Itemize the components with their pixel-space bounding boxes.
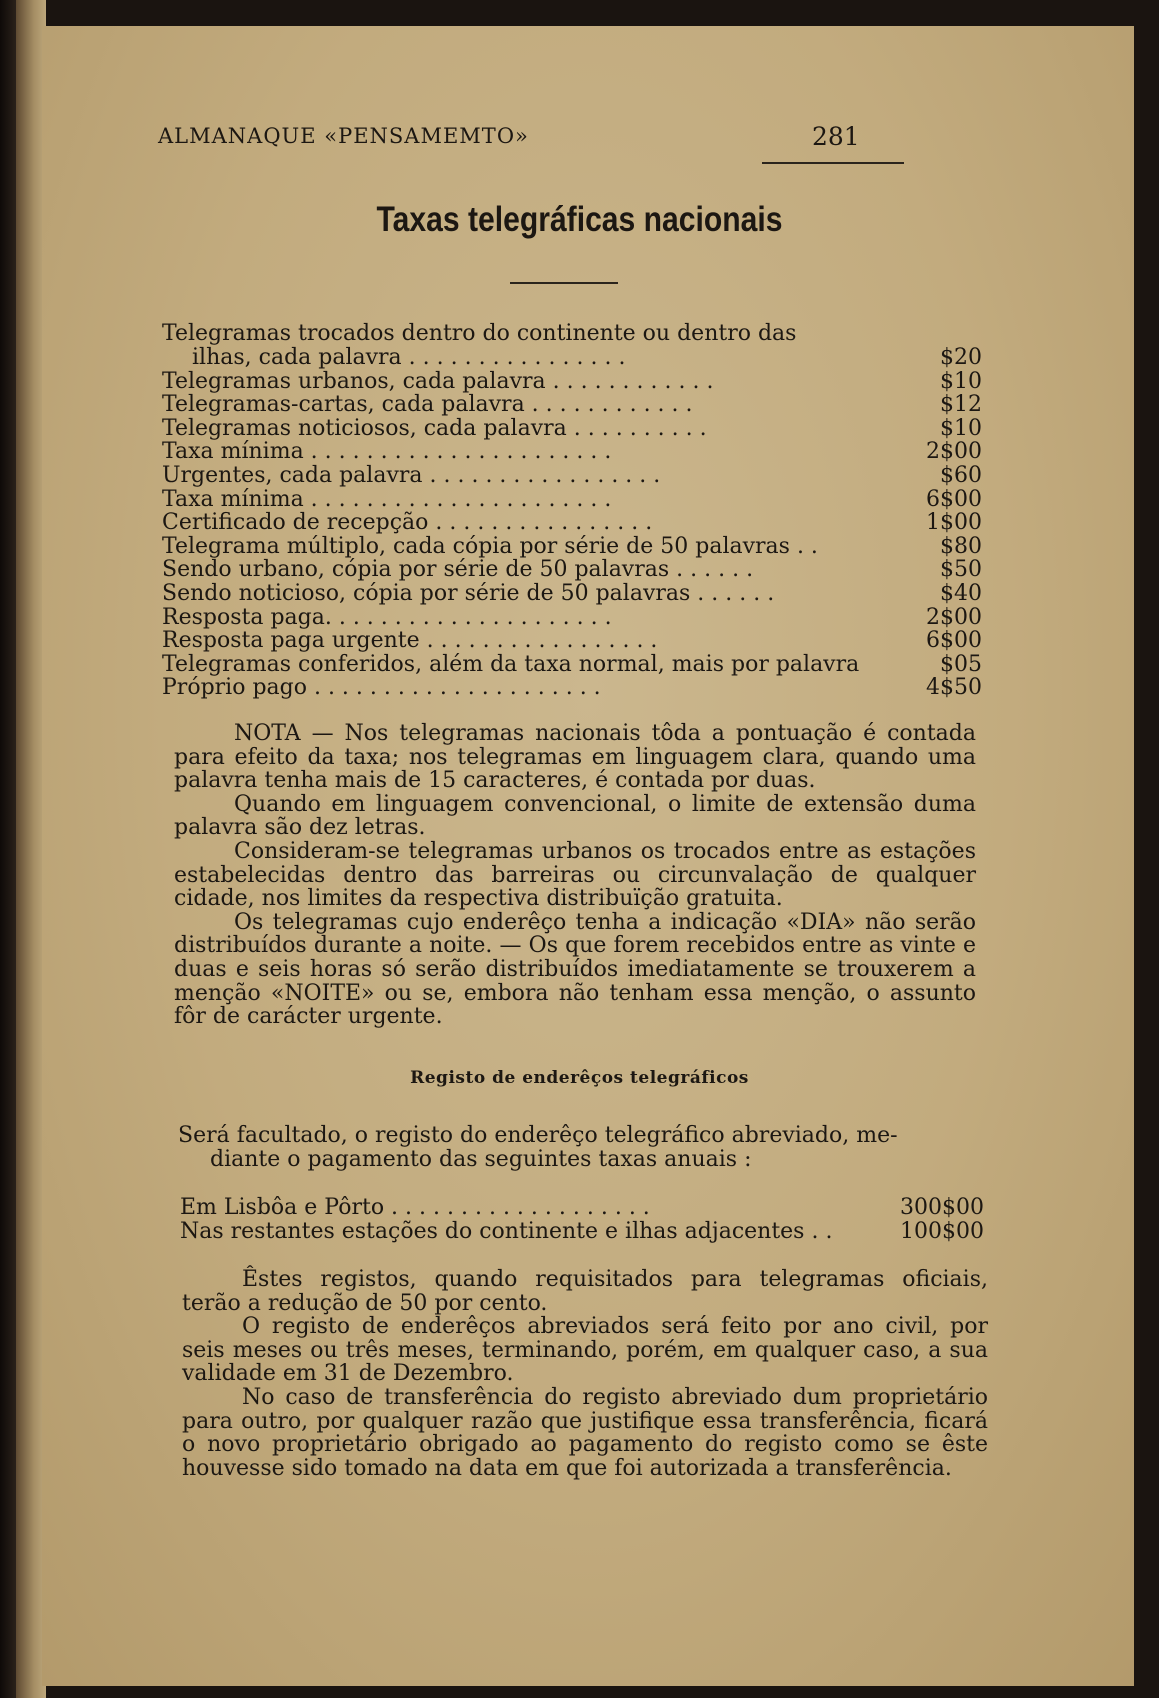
- rate-label-line1: Telegramas trocados dentro do continente ou dentro das: [162, 321, 797, 346]
- rates-table: [162, 322, 982, 700]
- rate-row: [162, 440, 982, 464]
- rate-row: [162, 464, 982, 488]
- rate-row: [162, 676, 982, 700]
- rate-label: Urgentes, cada palavra . . . . . . . . . . . . . . . . .: [162, 462, 661, 488]
- rate-label: Taxa mínima . . . . . . . . . . . . . . . . . . . . . .: [162, 486, 612, 512]
- rate-row: [162, 629, 982, 653]
- rate-value: $50: [940, 557, 982, 583]
- rate-row: [162, 488, 982, 512]
- rate-row: [162, 393, 982, 417]
- rate-value: 4$50: [926, 675, 982, 701]
- rate-value: 6$00: [926, 628, 982, 654]
- rate-row: [162, 346, 982, 370]
- rate-value: $10: [940, 368, 982, 394]
- rate-label: Sendo urbano, cópia por série de 50 palavras . . . . . .: [162, 557, 754, 583]
- rate-value: $40: [940, 580, 982, 606]
- note-paragraph: Consideram-se telegramas urbanos os trocados entre as estações estabelecidas dentro das barreiras ou circunvalação de qualquer cidade, nos limites da respectiva distribuïção gratuita.: [174, 838, 976, 912]
- rate-value: 1$00: [926, 510, 982, 536]
- rate-value: $80: [940, 533, 982, 559]
- note-paragraph: Quando em linguagem convencional, o limite de extensão duma palavra são dez letras.: [174, 791, 976, 841]
- rate-row: [162, 511, 982, 535]
- rate-value: 2$00: [926, 439, 982, 465]
- fee-value: 300$00: [900, 1195, 984, 1220]
- rate-value: $20: [940, 345, 982, 370]
- rate-value: $05: [940, 651, 982, 677]
- rate-label: Telegrama múltiplo, cada cópia por série de 50 palavras . .: [162, 533, 818, 559]
- rate-value: $10: [940, 415, 982, 441]
- rate-label: Telegramas urbanos, cada palavra . . . . . . . . . . . .: [162, 368, 714, 394]
- fee-row: [180, 1196, 984, 1220]
- rate-label: Resposta paga. . . . . . . . . . . . . . . . . . . . .: [162, 604, 612, 630]
- rate-label: Resposta paga urgente . . . . . . . . . . . . . . . . .: [162, 628, 658, 654]
- fee-value: 100$00: [900, 1218, 984, 1244]
- note-paragraph: Os telegramas cujo enderêço tenha a indicação «DIA» não serão distribuídos durante a noite. — Os que forem recebidos entre as vinte e duas e seis horas só serão distribuídos imediatamente se trouxerem a menção «NOITE» ou se, embora não tenham essa menção, o assunto fôr de carácter urgente.: [174, 909, 976, 1030]
- registo-intro: [178, 1124, 982, 1171]
- rate-row: [162, 653, 982, 677]
- rate-label: Sendo noticioso, cópia por série de 50 palavras . . . . . .: [162, 580, 775, 606]
- fee-row: [180, 1220, 984, 1244]
- rate-label: Telegramas noticiosos, cada palavra . . . . . . . . . .: [162, 415, 707, 441]
- note-block: [174, 722, 976, 1029]
- rate-row: [162, 370, 982, 394]
- rate-row: [162, 582, 982, 606]
- note-paragraph: NOTA — Nos telegramas nacionais tôda a pontuação é contada para efeito da taxa; nos telegramas em linguagem clara, quando uma palavra tenha mais de 15 caracteres, é contada por duas.: [174, 721, 976, 794]
- rate-label: Taxa mínima . . . . . . . . . . . . . . . . . . . . . .: [162, 439, 612, 465]
- section-title: Registo de enderêços telegráficos: [410, 1068, 749, 1088]
- registo-intro-line: Será facultado, o registo do enderêço telegráfico abreviado, me-: [178, 1123, 898, 1148]
- title-rule: [510, 282, 618, 284]
- page-title: Taxas telegráficas nacionais: [376, 200, 783, 239]
- registo-intro-line: diante o pagamento das seguintes taxas anuais :: [210, 1146, 752, 1172]
- rate-row: [162, 558, 982, 582]
- closing-paragraph: No caso de transferência do registo abreviado dum proprietário para outro, por qualquer razão que justifique essa transferência, ficará o novo proprietário obrigado ao pagamento do registo como se êste houvesse sido tomado na data em que foi autorizada a transferência.: [182, 1384, 988, 1481]
- rate-label: Próprio pago . . . . . . . . . . . . . . . . . . . . .: [162, 675, 601, 701]
- page-number: 281: [812, 122, 860, 151]
- fee-label: Nas restantes estações do continente e ilhas adjacentes . .: [180, 1218, 833, 1244]
- book-spine: [0, 0, 16, 1698]
- closing-paragraph: Êstes registos, quando requisitados para telegramas oficiais, terão a redução de 50 por cento.: [182, 1267, 988, 1316]
- fees-table: [180, 1196, 984, 1243]
- rate-row: [162, 417, 982, 441]
- rate-value: 2$00: [926, 604, 982, 630]
- header-rule: [762, 162, 904, 164]
- closing-block: [182, 1268, 988, 1480]
- rate-value: $60: [940, 462, 982, 488]
- rate-label: ilhas, cada palavra . . . . . . . . . . . . . . . .: [192, 345, 626, 370]
- rate-value: $12: [940, 392, 982, 418]
- fee-label: Em Lisbôa e Pôrto . . . . . . . . . . . . . . . . . . .: [180, 1195, 650, 1220]
- rate-label: Telegramas-cartas, cada palavra . . . . . . . . . . . .: [162, 392, 693, 418]
- rate-row: [162, 535, 982, 559]
- running-title: ALMANAQUE «PENSAMEMTO»: [158, 124, 529, 148]
- rate-label: Certificado de recepção . . . . . . . . . . . . . . . .: [162, 510, 653, 536]
- rate-row: [162, 606, 982, 630]
- closing-paragraph: O registo de enderêços abreviados será feito por ano civil, por seis meses ou três meses, terminando, porém, em qualquer caso, a sua validade em 31 de Dezembro.: [182, 1314, 988, 1387]
- rate-label: Telegramas conferidos, além da taxa normal, mais por palavra: [162, 651, 860, 677]
- rate-value: 6$00: [926, 486, 982, 512]
